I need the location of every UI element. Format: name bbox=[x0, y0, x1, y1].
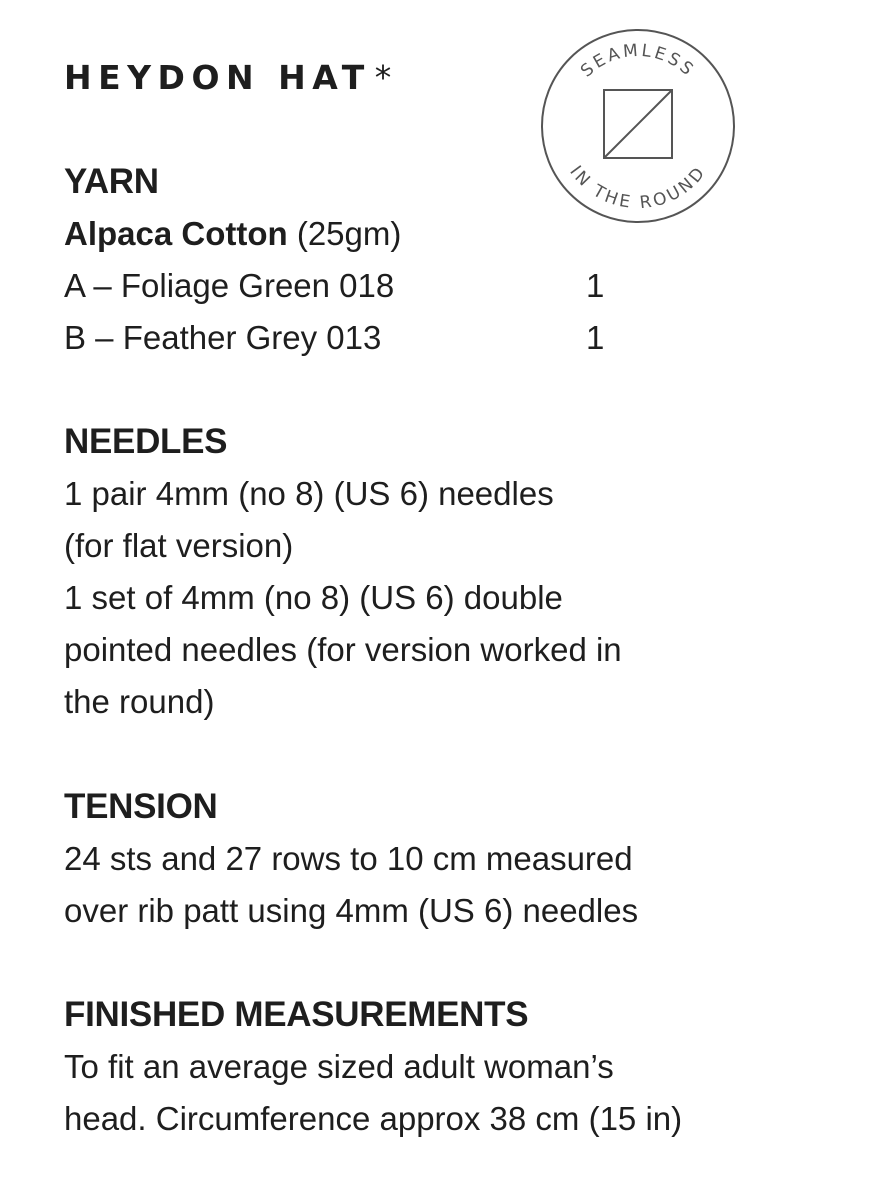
needles-line: (for flat version) bbox=[64, 527, 294, 564]
yarn-weight: (25gm) bbox=[296, 215, 402, 252]
yarn-colour-qty: 1 bbox=[586, 319, 605, 356]
needles-line: 1 pair 4mm (no 8) (US 6) needles bbox=[64, 475, 554, 512]
yarn-colour-qty: 1 bbox=[586, 267, 605, 304]
yarn-heading: YARN bbox=[64, 162, 159, 201]
yarn-colour-label: B – Feather Grey 013 bbox=[64, 319, 382, 356]
yarn-colour-row bbox=[64, 312, 824, 364]
badge-bottom-text: IN THE ROUND bbox=[565, 161, 711, 214]
yarn-section bbox=[64, 156, 824, 364]
needles-section bbox=[64, 416, 824, 728]
badge-diagonal-icon bbox=[604, 90, 672, 158]
badge-top-text: SEAMLESS bbox=[577, 40, 699, 82]
yarn-product: Alpaca Cotton bbox=[64, 215, 288, 252]
measurements-line: head. Circumference approx 38 cm (15 in) bbox=[64, 1100, 683, 1137]
measurements-heading: FINISHED MEASUREMENTS bbox=[64, 995, 529, 1034]
tension-heading: TENSION bbox=[64, 787, 218, 826]
page-title bbox=[64, 56, 391, 100]
measurements-line: To fit an average sized adult woman’s bbox=[64, 1048, 614, 1085]
title-asterisk: * bbox=[374, 58, 392, 97]
needles-heading: NEEDLES bbox=[64, 422, 228, 461]
tension-line: 24 sts and 27 rows to 10 cm measured bbox=[64, 840, 633, 877]
yarn-product-line bbox=[64, 208, 824, 260]
title-text: HEYDON HAT bbox=[64, 58, 371, 97]
needles-line: 1 set of 4mm (no 8) (US 6) double bbox=[64, 579, 563, 616]
yarn-colour-label: A – Foliage Green 018 bbox=[64, 267, 395, 304]
needles-line: the round) bbox=[64, 683, 215, 720]
tension-line: over rib patt using 4mm (US 6) needles bbox=[64, 892, 639, 929]
needles-line: pointed needles (for version worked in bbox=[64, 631, 622, 668]
yarn-colour-row bbox=[64, 260, 824, 312]
measurements-section bbox=[64, 989, 824, 1145]
tension-section bbox=[64, 781, 824, 937]
